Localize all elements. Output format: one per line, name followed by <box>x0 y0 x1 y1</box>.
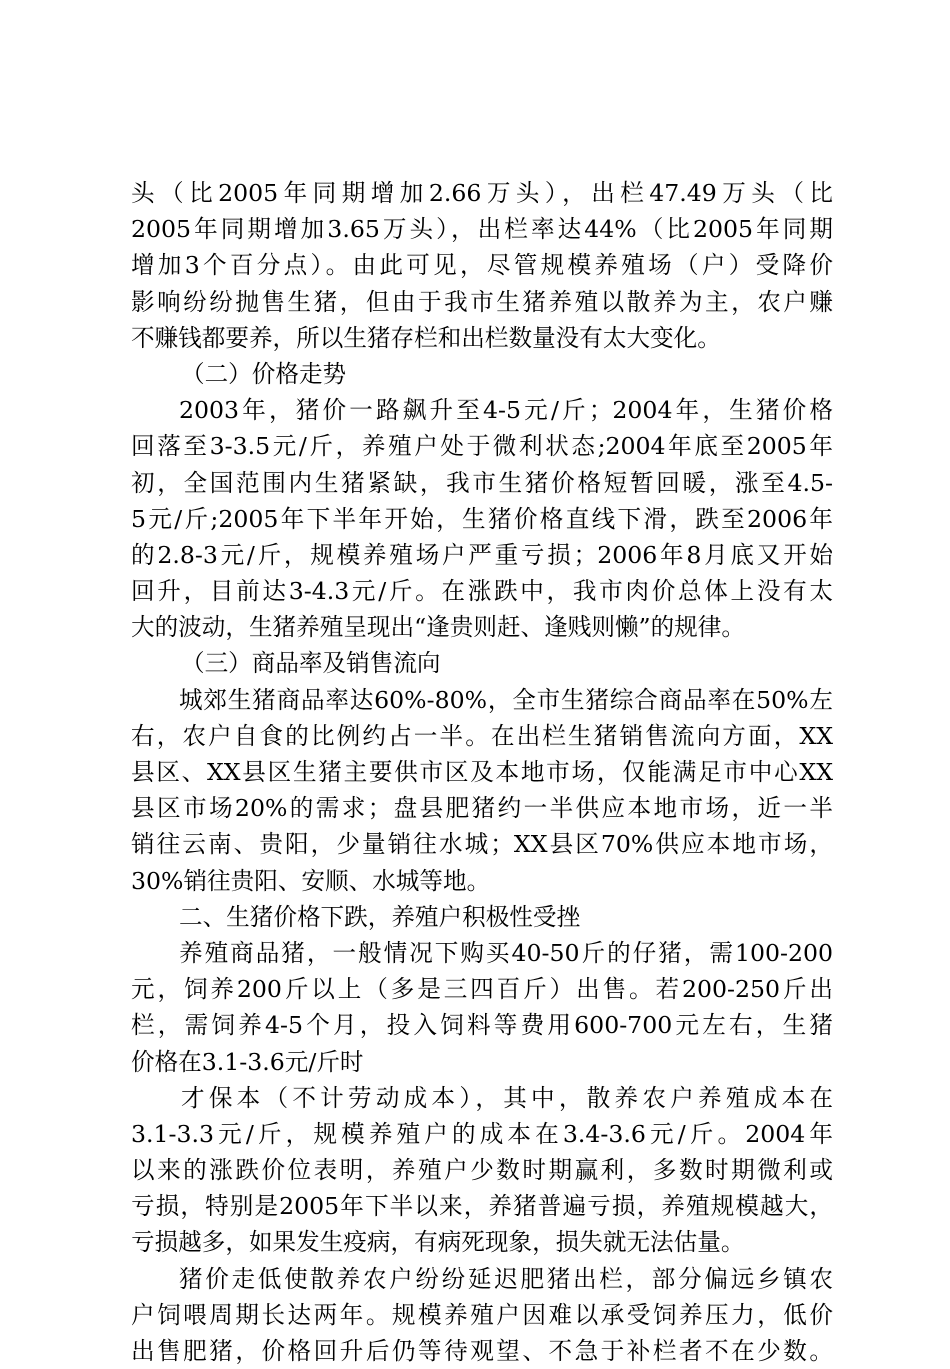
text-line: 以来的涨跌价位表明，养殖户少数时期赢利，多数时期微利或 <box>131 1156 833 1185</box>
text-line: 2003年，猪价一路飙升至4-5元/斤；2004年，生猪价格 <box>179 396 833 425</box>
text-line: 不赚钱都要养，所以生猪存栏和出栏数量没有太大变化。 <box>131 323 721 352</box>
text-line: 城郊生猪商品率达60%-80%，全市生猪综合商品率在50%左 <box>179 685 833 714</box>
text-line: 才保本（不计劳动成本），其中，散养农户养殖成本在 <box>181 1083 833 1112</box>
document-body <box>131 175 833 1369</box>
text-line: 价格在3.1-3.6元/斤时 <box>131 1047 364 1076</box>
section-heading: 二、生猪价格下跌，养殖户积极性受挫 <box>179 902 581 931</box>
text-line: 影响纷纷抛售生猪，但由于我市生猪养殖以散养为主，农户赚 <box>131 287 833 316</box>
text-line: 5元/斤;2005年下半年开始，生猪价格直线下滑，跌至2006年 <box>131 504 833 533</box>
text-line: 回落至3-3.5元/斤，养殖户处于微利状态;2004年底至2005年 <box>131 432 833 461</box>
text-line: 亏损越多，如果发生疫病，有病死现象，损失就无法估量。 <box>131 1228 745 1257</box>
text-line: 元，饲养200斤以上（多是三四百斤）出售。若200-250斤出 <box>131 975 833 1004</box>
section-heading: （三）商品率及销售流向 <box>181 649 441 678</box>
text-line: 大的波动，生猪养殖呈现出“逢贵则赶、逢贱则懒”的规律。 <box>131 613 745 642</box>
text-line: 县区、XX县区生猪主要供市区及本地市场，仅能满足市中心XX <box>131 758 833 786</box>
text-line: 出售肥猪，价格回升后仍等待观望、不急于补栏者不在少数。 <box>131 1337 833 1365</box>
text-line: 头（比2005年同期增加2.66万头），出栏47.49万头（比 <box>131 179 833 207</box>
text-line: 30%销往贵阳、安顺、水城等地。 <box>131 866 491 895</box>
text-line: 栏，需饲养4-5个月，投入饲料等费用600-700元左右，生猪 <box>131 1011 833 1040</box>
text-line: 增加3个百分点）。由此可见，尽管规模养殖场（户）受降价 <box>131 251 833 280</box>
text-line: 户饲喂周期长达两年。规模养殖户因难以承受饲养压力，低价 <box>131 1300 833 1329</box>
text-line: 回升，目前达3-4.3元/斤。在涨跌中，我市肉价总体上没有太 <box>131 577 833 606</box>
section-heading: （二）价格走势 <box>181 359 347 388</box>
text-line: 亏损，特别是2005年下半以来，养猪普遍亏损，养殖规模越大， <box>131 1192 833 1221</box>
text-line: 右，农户自食的比例约占一半。在出栏生猪销售流向方面，XX <box>131 721 833 750</box>
text-line: 3.1-3.3元/斤，规模养殖户的成本在3.4-3.6元/斤。2004年 <box>131 1119 833 1148</box>
text-line: 猪价走低使散养农户纷纷延迟肥猪出栏，部分偏远乡镇农 <box>179 1264 833 1293</box>
text-line: 2005年同期增加3.65万头），出栏率达44%（比2005年同期 <box>131 215 833 244</box>
text-line: 县区市场20%的需求；盘县肥猪约一半供应本地市场，近一半 <box>131 794 833 823</box>
text-line: 销往云南、贵阳，少量销往水城；XX县区70%供应本地市场， <box>131 830 833 859</box>
text-line: 初，全国范围内生猪紧缺，我市生猪价格短暂回暖，涨至4.5- <box>131 468 833 497</box>
text-line: 养殖商品猪，一般情况下购买40-50斤的仔猪，需100-200 <box>179 938 833 967</box>
text-line: 的2.8-3元/斤，规模养殖场户严重亏损；2006年8月底又开始 <box>131 540 833 569</box>
